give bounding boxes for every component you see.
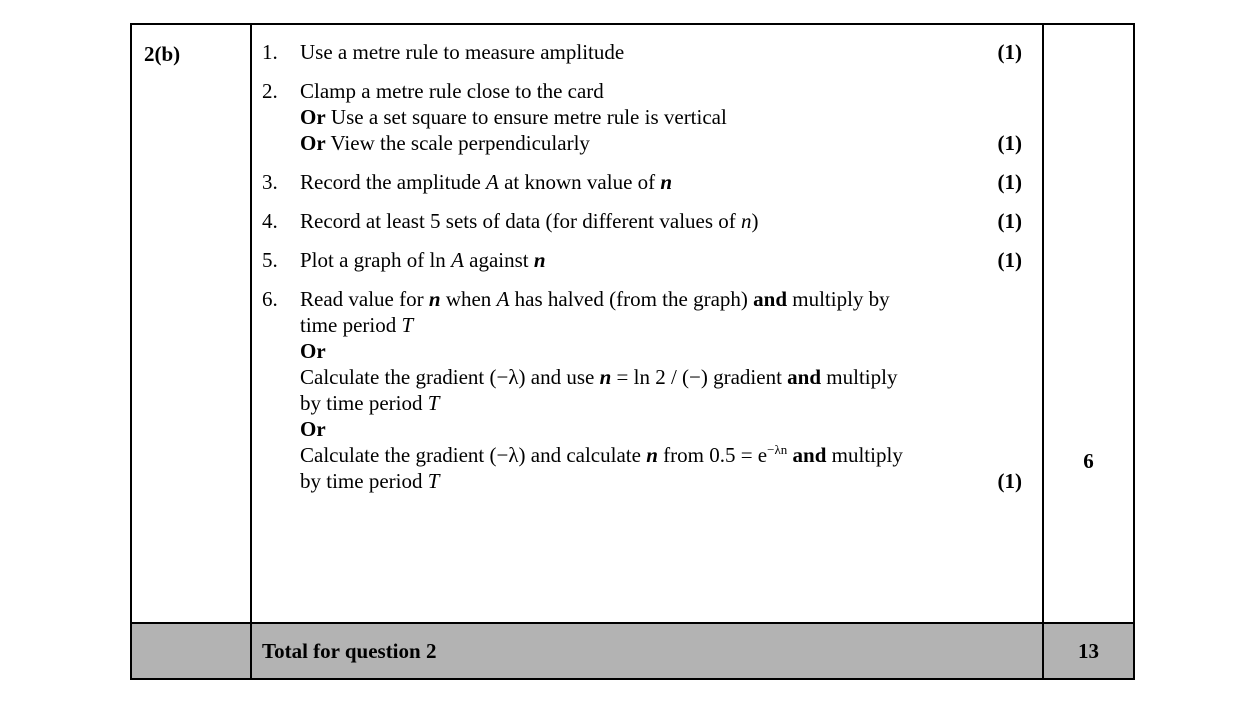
answer-line bbox=[300, 247, 958, 273]
answer-text: Use a metre rule to measure amplitude bbox=[300, 40, 625, 64]
answer-text: Use a set square to ensure metre rule is vertical bbox=[325, 105, 727, 129]
answer-text: and bbox=[792, 443, 827, 467]
answer-line bbox=[300, 338, 958, 364]
answer-text: View the scale perpendicularly bbox=[325, 131, 590, 155]
answer-mark: (1) bbox=[997, 248, 1022, 272]
answer-mark: (1) bbox=[997, 40, 1022, 64]
answer-text: Clamp a metre rule close to the card bbox=[300, 79, 604, 103]
answer-item bbox=[252, 169, 1042, 195]
answer-text: by time period bbox=[300, 469, 428, 493]
answer-item bbox=[252, 286, 1042, 494]
answer-text: when bbox=[440, 287, 497, 311]
answer-line bbox=[300, 104, 958, 130]
answer-number: 4. bbox=[262, 209, 278, 233]
answer-text: n bbox=[533, 248, 546, 272]
answer-text: Record at least 5 sets of data (for different values of bbox=[300, 209, 742, 233]
mark-scheme-table bbox=[130, 23, 1135, 680]
part-marks-cell bbox=[1043, 24, 1134, 623]
answer-mark: (1) bbox=[997, 170, 1022, 194]
answer-text: has halved (from the graph) bbox=[509, 287, 754, 311]
answer-mark: (1) bbox=[997, 209, 1022, 233]
answer-number: 2. bbox=[262, 79, 278, 103]
answer-text: Or bbox=[300, 105, 326, 129]
answer-line bbox=[300, 468, 958, 494]
answer-text: = ln 2 / (−) gradient bbox=[611, 365, 788, 389]
answer-text: T bbox=[427, 391, 440, 415]
answer-text: −λn bbox=[767, 442, 788, 457]
answer-text: against bbox=[463, 248, 534, 272]
answer-text: time period bbox=[300, 313, 402, 337]
answer-text: Read value for bbox=[300, 287, 429, 311]
answer-text: n bbox=[646, 443, 658, 467]
answer-number: 5. bbox=[262, 248, 278, 272]
answer-text: by time period bbox=[300, 391, 428, 415]
answer-text: multiply bbox=[826, 443, 903, 467]
answer-text: n bbox=[599, 365, 612, 389]
answer-text: Or bbox=[300, 417, 326, 441]
total-value: 13 bbox=[1043, 623, 1134, 679]
answer-text: A bbox=[496, 287, 510, 311]
answer-line bbox=[300, 39, 958, 65]
answer-text: A bbox=[486, 170, 499, 194]
answer-text: T bbox=[427, 469, 440, 493]
answer-line bbox=[300, 169, 958, 195]
answer-item bbox=[252, 39, 1042, 65]
answer-item bbox=[252, 208, 1042, 234]
answer-mark: (1) bbox=[997, 469, 1022, 493]
part-marks: 6 bbox=[1083, 449, 1094, 473]
answer-text: n bbox=[741, 209, 752, 233]
total-row-blank bbox=[131, 623, 251, 679]
answer-text: multiply by bbox=[787, 287, 890, 311]
answer-number: 3. bbox=[262, 170, 278, 194]
answer-text: Record the amplitude bbox=[300, 170, 487, 194]
answer-text: n bbox=[428, 287, 441, 311]
answer-list bbox=[251, 24, 1043, 623]
answer-text: and bbox=[753, 287, 787, 311]
answer-text: from 0.5 = e bbox=[657, 443, 768, 467]
answer-text: T bbox=[401, 313, 414, 337]
answer-text: Or bbox=[300, 339, 326, 363]
answer-text: Calculate the gradient (−λ) and use bbox=[300, 365, 600, 389]
answer-line bbox=[300, 208, 958, 234]
answer-line bbox=[300, 286, 958, 312]
answer-text: Plot a graph of ln bbox=[300, 248, 452, 272]
answer-text: n bbox=[660, 170, 673, 194]
answer-number: 6. bbox=[262, 287, 278, 311]
answer-text: and bbox=[787, 365, 822, 389]
answer-mark: (1) bbox=[997, 131, 1022, 155]
answer-line bbox=[300, 78, 958, 104]
answer-text: Calculate the gradient (−λ) and calculate bbox=[300, 443, 647, 467]
answer-line bbox=[300, 416, 958, 442]
answer-line bbox=[300, 442, 958, 468]
answer-item bbox=[252, 78, 1042, 156]
question-number: 2(b) bbox=[131, 24, 251, 623]
answer-text: A bbox=[451, 248, 464, 272]
answer-text: ) bbox=[751, 209, 759, 233]
answer-text: at known value of bbox=[498, 170, 661, 194]
question-row bbox=[131, 24, 1134, 623]
answer-text: multiply bbox=[821, 365, 898, 389]
answer-line bbox=[300, 390, 958, 416]
answer-text: Or bbox=[300, 131, 326, 155]
total-label: Total for question 2 bbox=[251, 623, 1043, 679]
answer-line bbox=[300, 312, 958, 338]
answer-line bbox=[300, 364, 958, 390]
total-row bbox=[131, 623, 1134, 679]
answer-item bbox=[252, 247, 1042, 273]
answer-number: 1. bbox=[262, 40, 278, 64]
answer-line bbox=[300, 130, 958, 156]
